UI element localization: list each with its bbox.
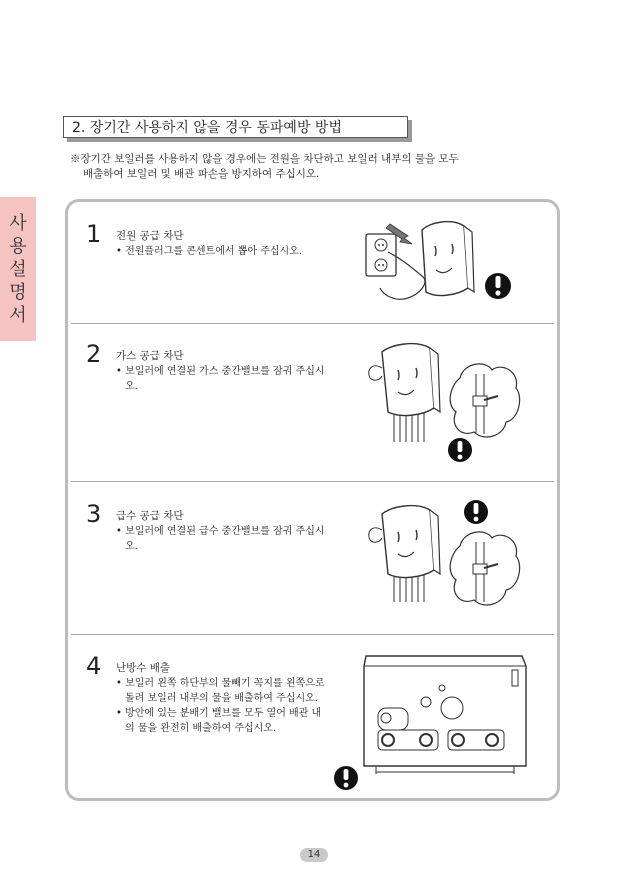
step-number: 1	[86, 220, 102, 248]
step-title: 난방수 배출	[116, 662, 171, 674]
step-desc-item: • 보일러에 연결된 급수 중간밸브를 잠궈 주십시오.	[116, 526, 325, 552]
section-title: 2. 장기간 사용하지 않을 경우 동파예방 방법	[63, 116, 408, 138]
side-tab-char: 서	[9, 304, 27, 326]
step-title: 급수 공급 차단	[116, 510, 184, 522]
divider	[71, 323, 554, 324]
divider	[71, 634, 554, 635]
side-tab-char: 용	[9, 235, 27, 257]
boiler-valve-gas-icon	[360, 338, 525, 468]
side-tab-char: 사	[9, 212, 27, 234]
step-desc	[116, 364, 326, 394]
intro-line-2: 배출하여 보일러 및 배관 파손을 방지하여 주십시오.	[83, 168, 320, 180]
step-number: 4	[86, 652, 102, 680]
step-desc-item: • 방안에 있는 분배기 밸브를 모두 열어 배관 내의 물을 완전히 배출하여 주십시오.	[116, 708, 322, 734]
step-desc	[116, 244, 326, 259]
step-desc-item: • 보일러에 연결된 가스 중간밸브를 잠궈 주십시오.	[116, 366, 325, 392]
intro-line-1: ※장기간 보일러를 사용하지 않을 경우에는 전원을 차단하고 보일러 내부의 물을 모두	[70, 153, 459, 165]
step-desc-item: • 전원플러그를 콘센트에서 뽑아 주십시오.	[116, 246, 303, 257]
side-tab-char: 명	[9, 281, 27, 303]
steps-panel	[65, 199, 560, 801]
boiler-valve-water-icon	[360, 494, 525, 624]
step-number: 2	[86, 340, 102, 368]
step-number: 3	[86, 500, 102, 528]
intro-text	[70, 152, 550, 182]
divider	[71, 481, 554, 482]
step-desc-item: • 보일러 왼쪽 하단부의 물빼기 꼭지를 왼쪽으로 돌려 보일러 내부의 물을 배출하여 주십시오.	[116, 678, 325, 704]
step-desc	[116, 524, 326, 554]
step-title: 가스 공급 차단	[116, 350, 184, 362]
step-title: 전원 공급 차단	[116, 230, 184, 242]
plug-icon	[360, 216, 520, 311]
boiler-bottom-icon	[330, 654, 530, 794]
side-tab	[0, 197, 36, 341]
page-number: 14	[300, 848, 328, 862]
step-desc	[116, 676, 326, 736]
side-tab-char: 설	[9, 258, 27, 280]
